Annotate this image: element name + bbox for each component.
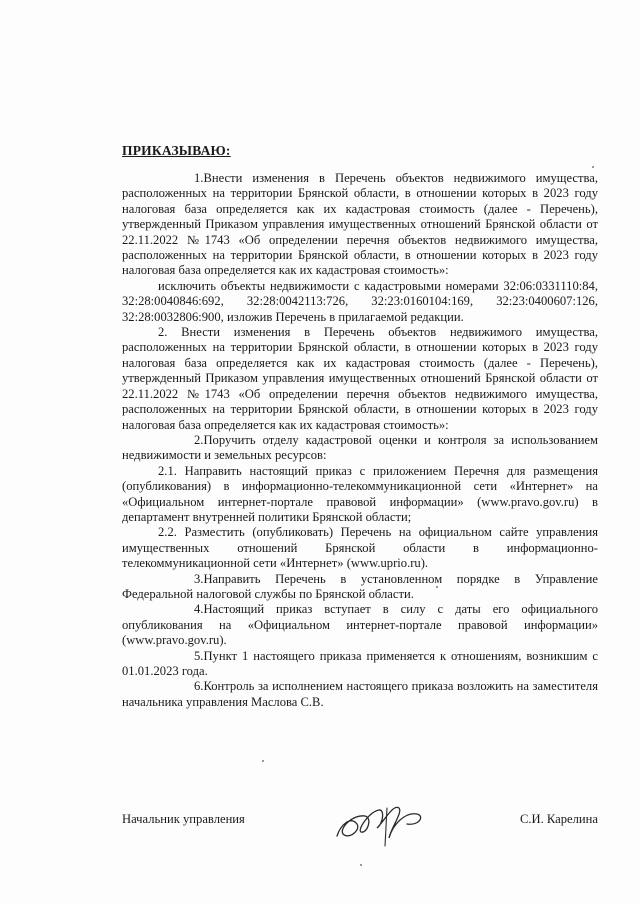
paragraph-text: Пункт 1 настоящего приказа применяется к отношениям, возникшим с 01.01.2023 года. [122, 648, 598, 678]
paragraph-4 [122, 602, 598, 648]
signatory-name: С.И. Карелина [519, 812, 598, 826]
handwritten-signature [327, 794, 437, 854]
paragraph-text: 2.1. Направить настоящий приказ с приложением Перечня для размещения (опубликования) в информационно-телекоммуникационной сети «Интернет» на «Официальном интернет-портале правовой информации» (www.pravo.gov.ru) в департамент внутренней политики Брянской области; [122, 463, 598, 524]
paragraph-text: исключить объекты недвижимости с кадастровыми номерами 32:06:0331110:84, 32:28:0040846:692, 32:28:0042113:726, 32:23:0160104:169, 32:23:0400607:126, 32:28:0032806:900, изложив Перечень в прилагаемой редакции. [122, 278, 598, 324]
scan-speck [592, 166, 594, 168]
paragraph-text: 2.2. Разместить (опубликовать) Перечень на официальном сайте управления имущественных отношений Брянской области в информационно-телекоммуникационной сети «Интернет» (www.uprio.ru). [122, 525, 598, 571]
order-heading: ПРИКАЗЫВАЮ: [122, 143, 231, 158]
paragraph-text: Внести изменения в Перечень объектов недвижимого имущества, расположенных на территории Брянской области, в отношении которых в 2023 году налоговая база определяется как их кадастровая стоимость (далее - Перечень), утвержденный Приказом управления имущественных отношений Брянской области от 22.11.2022 №1743 «Об определении перечня объектов недвижимого имущества, расположенных на территории Брянской области, в отношении которых в 2023 году налоговая база определяется как их кадастровая стоимость»: [122, 171, 598, 278]
paragraph-number: 2. [194, 432, 204, 447]
scan-speck [262, 760, 264, 762]
paragraph-6 [122, 679, 598, 710]
paragraph-5 [122, 649, 598, 680]
scan-speck [360, 864, 362, 866]
paragraph-text: Поручить отделу кадастровой оценки и контроля за использованием недвижимости и земельных ресурсов: [122, 432, 598, 463]
paragraph-text: Контроль за исполнением настоящего приказа возложить на заместителя начальника управления Маслова С.В. [122, 679, 598, 709]
paragraph-2-changes [122, 325, 598, 433]
paragraph-1 [122, 171, 598, 279]
paragraph-2 [122, 433, 598, 464]
paragraph-3 [122, 572, 598, 603]
paragraph-1-exclusion [122, 279, 598, 325]
paragraph-number: 5. [194, 648, 204, 663]
paragraph-2-1 [122, 464, 598, 526]
paragraph-number: 1. [194, 171, 204, 185]
paragraph-number: 6. [194, 679, 204, 694]
paragraph-number: 4. [194, 602, 204, 617]
paragraph-number: 3. [194, 571, 204, 586]
paragraph-text: 2. Внести изменения в Перечень объектов недвижимого имущества, расположенных на территории Брянской области, в отношении которых в 2023 году налоговая база определяется как их кадастровая стоимость (далее - Перечень), утвержденный Приказом управления имущественных отношений Брянской области от 22.11.2022 №1743 «Об определении перечня объектов недвижимого имущества, расположенных на территории Брянской области, в отношении которых в 2023 году налоговая база определяется как их кадастровая стоимость»: [122, 325, 598, 432]
signatory-position: Начальник управления [122, 812, 245, 826]
scan-speck [436, 586, 438, 588]
signature-block [122, 812, 598, 852]
paragraph-text: Направить Перечень в установленном порядке в Управление Федеральной налоговой службы по Брянской области. [122, 571, 598, 601]
paragraph-text: Настоящий приказ вступает в силу с даты его официального опубликования на «Официальном интернет-портале правовой информации» (www.pravo.gov.ru). [122, 602, 598, 648]
paragraph-2-2 [122, 525, 598, 571]
document-body [122, 171, 598, 710]
